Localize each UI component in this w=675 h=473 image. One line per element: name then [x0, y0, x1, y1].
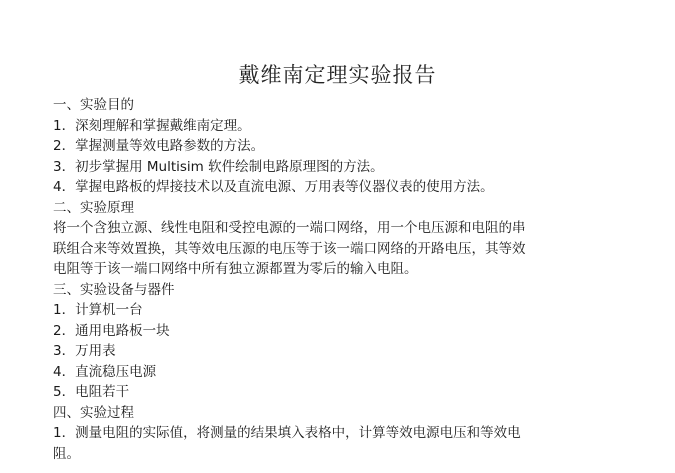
purpose-item-4: 4．掌握电路板的焊接技术以及直流电源、万用表等仪器仪表的使用方法。: [53, 179, 494, 195]
section-heading-principle: 二、实验原理: [53, 199, 134, 216]
procedure-line-1: 1．测量电阻的实际值，将测量的结果填入表格中，计算等效电源电压和等效电: [53, 425, 521, 441]
document-body: [53, 95, 613, 464]
procedure-paragraph: [53, 423, 613, 464]
principle-paragraph: [53, 218, 613, 280]
purpose-item-3: 3．初步掌握用 Multisim 软件绘制电路原理图的方法。: [53, 158, 384, 175]
principle-line-2: 联组合来等效置换，其等效电压源的电压等于该一端口网络的开路电压，其等效: [53, 240, 526, 257]
equipment-item-3: 3．万用表: [53, 343, 116, 359]
equipment-item-2: 2．通用电路板一块: [53, 322, 170, 339]
procedure-line-2: 阻。: [53, 445, 80, 462]
section-heading-purpose: 一、实验目的: [53, 97, 134, 113]
purpose-item-1: 1．深刻理解和掌握戴维南定理。: [53, 117, 251, 134]
section-heading-procedure: 四、实验过程: [53, 404, 134, 421]
principle-line-3: 电阻等于该一端口网络中所有独立源都置为零后的输入电阻。: [53, 261, 418, 277]
equipment-item-1: 1．计算机一台: [53, 302, 143, 318]
principle-line-1: 将一个含独立源、线性电阻和受控电源的一端口网络，用一个电压源和电阻的串: [53, 220, 526, 236]
purpose-item-2: 2．掌握测量等效电路参数的方法。: [53, 138, 265, 154]
equipment-item-5: 5．电阻若干: [53, 384, 130, 400]
document-title: 戴维南定理实验报告: [238, 63, 437, 87]
section-heading-equipment: 三、实验设备与器件: [53, 281, 175, 298]
equipment-item-4: 4．直流稳压电源: [53, 363, 157, 380]
